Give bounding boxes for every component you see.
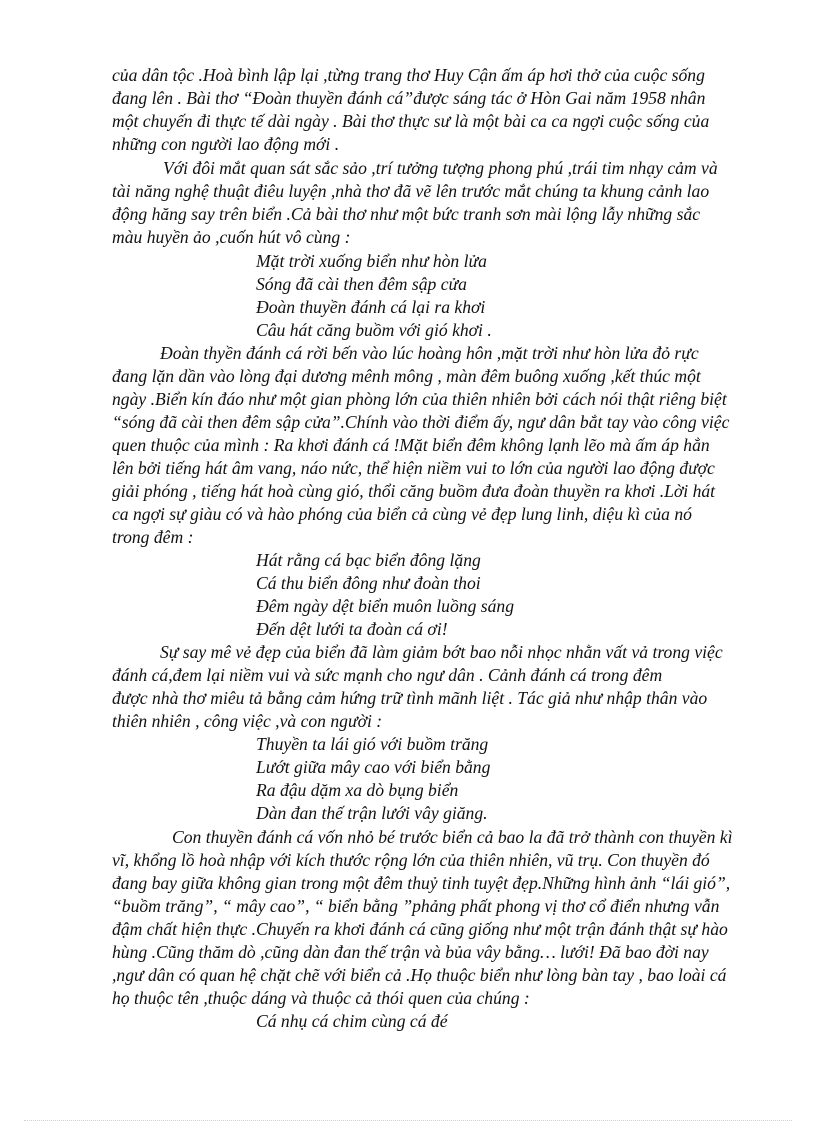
text-line: đang lặn dần vào lòng đại dương mênh mông , màn đêm buông xuống ,kết thúc một: [112, 366, 701, 386]
page-bottom-border: [24, 1120, 792, 1121]
text-line: giải phóng , tiếng hát hoà cùng gió, thổi căng buồm đưa đoàn thuyền ra khơi .Lời hát: [112, 481, 716, 501]
text-line: ca ngợi sự giàu có và hào phóng của biển cả cùng vẻ đẹp lung linh, diệu kì của nó: [112, 504, 692, 524]
text-line: đậm chất hiện thực .Chuyến ra khơi đánh cá cũng giống như một trận đánh thật sự hào: [112, 919, 728, 939]
verse-line: Sóng đã cài then đêm sập cửa: [256, 274, 467, 294]
text-line: ngày .Biển kín đáo như một gian phòng lớn của thiên nhiên bởi cách nói thật riêng biệt: [112, 389, 727, 409]
text-line: một chuyến đi thực tế dài ngày . Bài thơ thực sư là một bài ca ca ngợi cuộc sống của: [112, 111, 710, 131]
text-line: hùng .Cũng thăm dò ,cũng dàn đan thế trận và bủa vây bằng… lưới! Đã bao đời nay: [112, 942, 709, 962]
verse-line: Lướt giữa mây cao với biển bằng: [256, 757, 491, 777]
verse-line: Cá thu biển đông như đoàn thoi: [256, 573, 481, 593]
text-line: Với đôi mắt quan sát sắc sảo ,trí tưởng tượng phong phú ,trái tim nhạy cảm và: [163, 158, 718, 178]
text-line: động hăng say trên biển .Cả bài thơ như một bức tranh sơn mài lộng lẫy những sắc: [112, 204, 701, 224]
text-line: Sự say mê vẻ đẹp của biển đã làm giảm bớt bao nỗi nhọc nhằn vất vả trong việc: [160, 642, 723, 662]
verse-line: Mặt trời xuống biển như hòn lửa: [256, 251, 487, 271]
verse-line: Dàn đan thế trận lưới vây giăng.: [256, 803, 488, 823]
text-line: đánh cá,đem lại niềm vui và sức mạnh cho ngư dân . Cảnh đánh cá trong đêm: [112, 665, 663, 685]
verse-line: Đêm ngày dệt biển muôn luồng sáng: [256, 596, 515, 616]
text-line: vĩ, khổng lồ hoà nhập với kích thước rộng lớn của thiên nhiên, vũ trụ. Con thuyền đó: [112, 850, 710, 870]
text-line: Đoàn thyền đánh cá rời bến vào lúc hoàng hôn ,mặt trời như hòn lửa đỏ rực: [160, 343, 699, 363]
text-line: trong đêm :: [112, 527, 194, 547]
verse-line: Cá nhụ cá chim cùng cá đé: [256, 1011, 448, 1031]
verse-line: Câu hát căng buồm với gió khơi .: [256, 320, 492, 340]
text-line: những con người lao động mới .: [112, 134, 340, 154]
text-line: đang lên . Bài thơ “Đoàn thuyền đánh cá”được sáng tác ở Hòn Gai năm 1958 nhân: [112, 88, 706, 108]
text-line: được nhà thơ miêu tả bằng cảm hứng trữ tình mãnh liệt . Tác giả như nhập thân vào: [112, 688, 708, 708]
text-line: “sóng đã cài then đêm sập cửa”.Chính vào thời điểm ấy, ngư dân bắt tay vào công việc: [112, 412, 730, 432]
verse-line: Ra đậu dặm xa dò bụng biển: [256, 780, 459, 800]
text-line: Con thuyền đánh cá vốn nhỏ bé trước biển cả bao la đã trở thành con thuyền kì: [172, 827, 733, 847]
verse-line: Hát rằng cá bạc biển đông lặng: [256, 550, 481, 570]
text-line: ,ngư dân có quan hệ chặt chẽ với biển cả .Họ thuộc biển như lòng bàn tay , bao loài cá: [112, 965, 727, 985]
text-line: của dân tộc .Hoà bình lập lại ,từng trang thơ Huy Cận ấm áp hơi thở của cuộc sống: [112, 65, 705, 85]
text-line: “buồm trăng”, “ mây cao”, “ biển bằng ”phảng phất phong vị thơ cổ điển nhưng vẫn: [112, 896, 720, 916]
text-line: thiên nhiên , công việc ,và con người :: [112, 711, 383, 731]
text-line: màu huyền ảo ,cuốn hút vô cùng :: [112, 227, 351, 247]
verse-line: Đoàn thuyền đánh cá lại ra khơi: [256, 297, 486, 317]
text-line: lên bởi tiếng hát âm vang, náo nức, thể hiện niềm vui to lớn của người lao động được: [112, 458, 715, 478]
verse-line: Đến dệt lưới ta đoàn cá ơi!: [256, 619, 448, 639]
text-line: quen thuộc của mình : Ra khơi đánh cá !Mặt biển đêm không lạnh lẽo mà ấm áp hẳn: [112, 435, 710, 455]
text-line: tài năng nghệ thuật điêu luyện ,nhà thơ đã vẽ lên trước mắt chúng ta khung cảnh lao: [112, 181, 710, 201]
text-line: họ thuộc tên ,thuộc dáng và thuộc cả thói quen của chúng :: [112, 988, 530, 1008]
text-line: đang bay giữa không gian trong một đêm thuỷ tinh tuyệt đẹp.Những hình ảnh “lái gió”,: [112, 873, 731, 893]
verse-line: Thuyền ta lái gió với buồm trăng: [256, 734, 489, 754]
